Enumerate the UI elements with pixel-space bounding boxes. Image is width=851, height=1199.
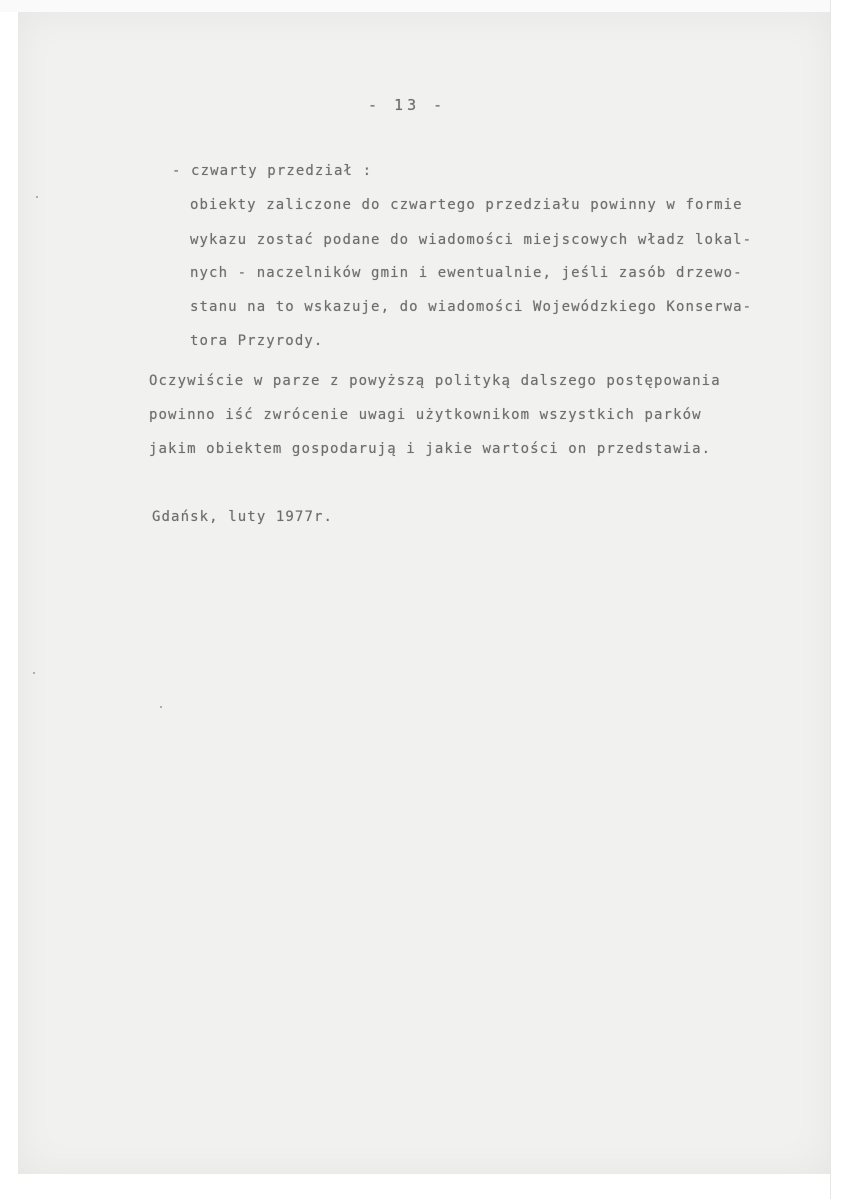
scan-speck bbox=[160, 706, 162, 708]
paragraph-line: jakim obiektem gospodarują i jakie wartości on przedstawia. bbox=[149, 441, 712, 457]
place-date-signature: Gdańsk, luty 1977r. bbox=[152, 509, 334, 525]
list-line: stanu na to wskazuje, do wiadomości Wojewódzkiego Konserwa- bbox=[190, 299, 753, 315]
list-line: wykazu zostać podane do wiadomości miejscowych władz lokal- bbox=[190, 232, 753, 248]
page-number: - 13 - bbox=[368, 96, 447, 114]
scan-speck bbox=[33, 672, 35, 674]
scan-speck bbox=[36, 196, 38, 198]
paragraph-line: powinno iść zwrócenie uwagi użytkownikom wszystkich parków bbox=[149, 407, 702, 423]
list-line: obiekty zaliczone do czwartego przedziału powinny w formie bbox=[190, 197, 743, 213]
paragraph-line: Oczywiście w parze z powyższą polityką dalszego postępowania bbox=[149, 373, 721, 389]
section-heading: - czwarty przedział : bbox=[172, 163, 373, 179]
list-line: tora Przyrody. bbox=[190, 333, 324, 349]
list-line: nych - naczelników gmin i ewentualnie, jeśli zasób drzewo- bbox=[190, 265, 743, 281]
